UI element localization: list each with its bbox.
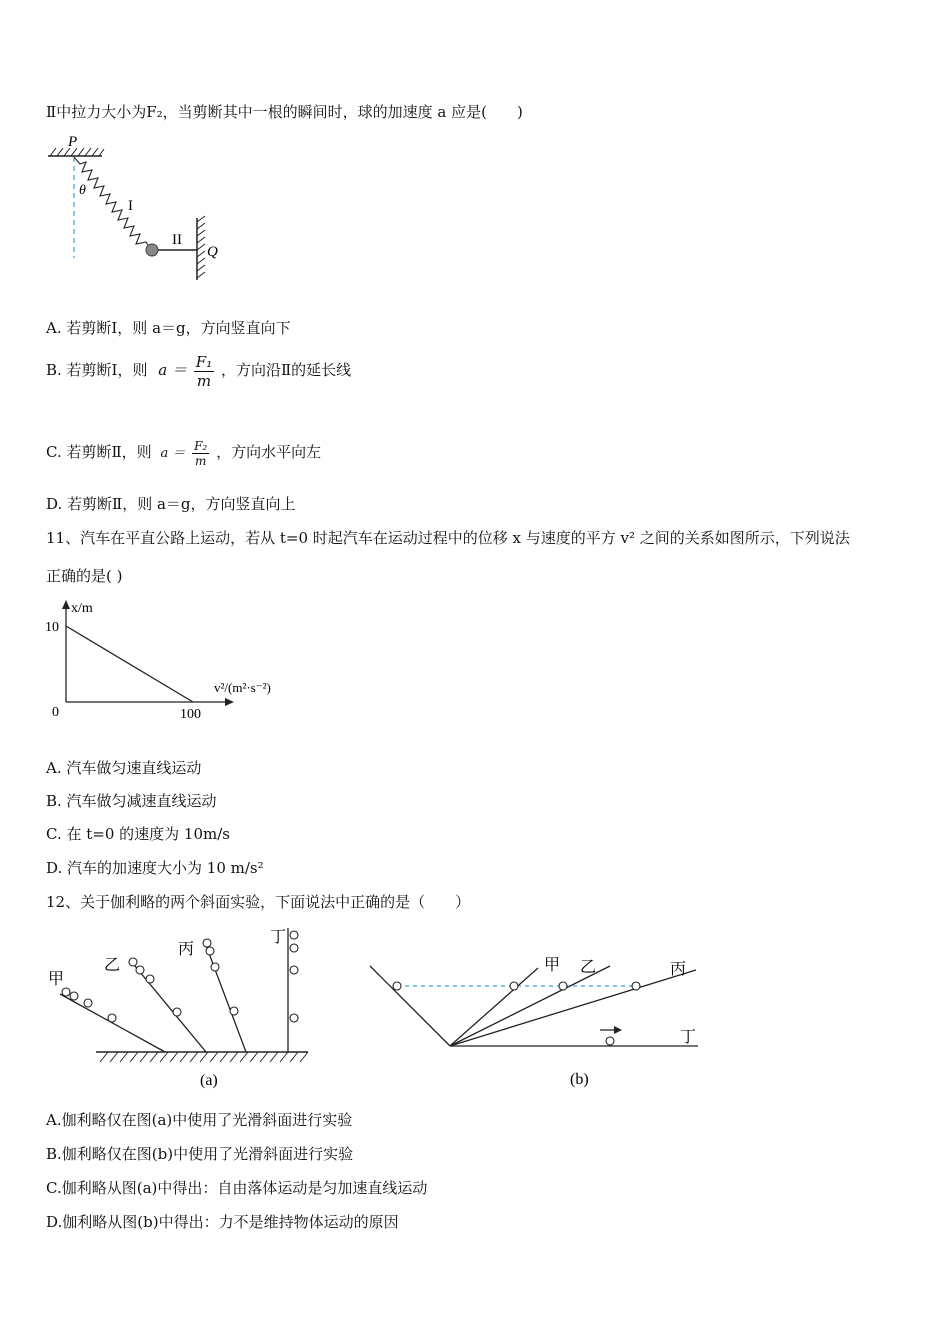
q10-option-b [46, 350, 351, 390]
q11-stem-line2: 正确的是( ) [46, 567, 123, 585]
graph-x-tick: 100 [180, 707, 201, 722]
fig-b-label-yi: 乙 [580, 959, 597, 976]
option-c-suffix: ，方向水平向左 [216, 443, 322, 461]
graph-y-label: x/m [71, 601, 93, 616]
graph-x-label: v²/(m²·s⁻²) [214, 680, 271, 695]
q12-stem: 12、关于伽利略的两个斜面实验，下面说法中正确的是（ ） [46, 893, 471, 911]
fig-b-label-ding: 丁 [680, 1029, 697, 1046]
q12-option-b: B.伽利略仅在图(b)中使用了光滑斜面进行实验 [46, 1145, 354, 1163]
option-c-num: F₂ [194, 438, 208, 453]
q11-option-a: A. 汽车做匀速直线运动 [46, 759, 202, 777]
label-p: P [68, 134, 78, 150]
q12-option-a: A.伽利略仅在图(a)中使用了光滑斜面进行实验 [46, 1111, 353, 1129]
option-c-fraction [192, 439, 209, 468]
fig-a-label-jia: 甲 [48, 971, 65, 988]
fig-a-caption: (a) [200, 1072, 218, 1089]
option-b-den: m [196, 371, 212, 390]
q11-option-c: C. 在 t=0 的速度为 10m/s [46, 825, 230, 843]
graph-y-tick: 10 [45, 620, 59, 635]
ball [146, 244, 158, 256]
option-b-eq: a ＝ [158, 361, 187, 379]
q10-option-a: A. 若剪断Ⅰ，则 a＝g，方向竖直向下 [46, 319, 291, 337]
q11-stem-line1: 11、汽车在平直公路上运动，若从 t=0 时起汽车在运动过程中的位移 x 与速度的平方 v² 之间的关系如图所示，下列说法 [46, 529, 850, 547]
spring-line [74, 157, 150, 248]
label-spring: I [128, 198, 133, 214]
q12-option-c: C.伽利略从图(a)中得出：自由落体运动是匀加速直线运动 [46, 1179, 428, 1197]
q10-option-d: D. 若剪断Ⅱ，则 a＝g，方向竖直向上 [46, 495, 296, 513]
label-q: Q [207, 244, 218, 260]
label-rope: II [172, 232, 182, 248]
option-b-suffix: ，方向沿Ⅱ的延长线 [220, 361, 352, 379]
q10-figure [44, 130, 234, 280]
q12-figure-a [40, 922, 330, 1092]
q11-graph [40, 596, 300, 726]
option-b-fraction [194, 353, 214, 390]
graph-line [66, 626, 193, 702]
fig-a-label-yi: 乙 [104, 957, 121, 974]
label-theta: θ [79, 183, 86, 198]
graph-origin: 0 [52, 705, 59, 720]
fig-a-label-bing: 丙 [178, 941, 195, 958]
fig-b-label-jia: 甲 [544, 957, 561, 974]
q12-figure-b [360, 946, 710, 1092]
q11-option-d: D. 汽车的加速度大小为 10 m/s² [46, 859, 264, 877]
q10-option-c [46, 432, 321, 474]
q11-option-b: B. 汽车做匀减速直线运动 [46, 792, 217, 810]
option-c-den: m [195, 453, 207, 468]
fig-a-label-ding: 丁 [270, 929, 287, 946]
option-b-num: F₁ [195, 352, 213, 371]
option-c-eq: a ＝ [160, 446, 186, 461]
fig-b-label-bing: 丙 [670, 961, 687, 978]
q10-stem: Ⅱ中拉力大小为F₂，当剪断其中一根的瞬间时，球的加速度 a 应是( ) [46, 103, 523, 121]
fig-b-caption: (b) [570, 1071, 589, 1088]
q12-option-d: D.伽利略从图(b)中得出：力不是维持物体运动的原因 [46, 1213, 399, 1231]
option-c-prefix: C. 若剪断Ⅱ，则 [46, 443, 152, 461]
option-b-prefix: B. 若剪断Ⅰ，则 [46, 361, 148, 379]
